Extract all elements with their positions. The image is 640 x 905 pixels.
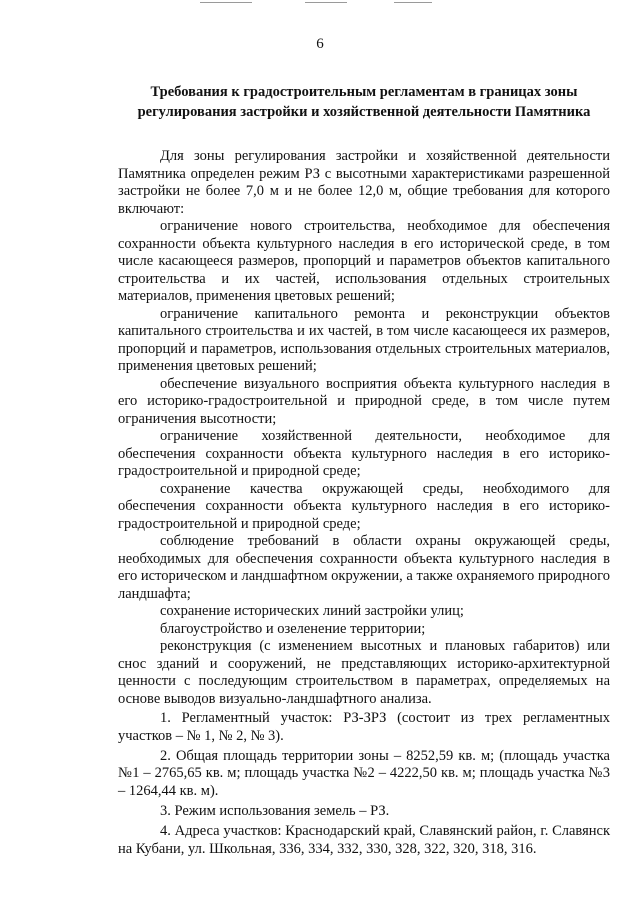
document-title — [118, 82, 610, 122]
top-scan-rule — [200, 2, 252, 3]
requirement-item: соблюдение требований в области охраны окружающей среды, необходимых для обеспечения сохранности объекта культурного наследия в его историческом и ландшафтном окружении, а также охраняемого природного ландшафта; — [118, 533, 610, 602]
requirement-item: реконструкция (с изменением высотных и плановых габаритов) или снос зданий и сооружений, не представляющих историко-архитектурной ценности с последующим строительством в параметрах, определяемых на основе выводов визуально-ландшафтного анализа. — [118, 638, 610, 707]
numbered-item: 2. Общая площадь территории зоны – 8252,59 кв. м; (площадь участка №1 – 2765,65 кв. м; площадь участка №2 – 4222,50 кв. м; площадь участка №3 – 1264,44 кв. м). — [118, 747, 610, 800]
requirement-item: сохранение качества окружающей среды, необходимого для обеспечения сохранности объекта культурного наследия в его историко-градостроительной и природной среде; — [118, 480, 610, 532]
requirement-item: благоустройство и озеленение территории; — [160, 620, 426, 637]
numbered-item: 4. Адреса участков: Краснодарский край, Славянский район, г. Славянск на Кубани, ул. Школьная, 336, 334, 332, 330, 328, 322, 320, 318, 316. — [118, 822, 610, 857]
numbered-item: 1. Регламентный участок: РЗ-ЗРЗ (состоит из трех регламентных участков – № 1, № 2, № 3). — [118, 710, 610, 744]
requirement-item: сохранение исторических линий застройки улиц; — [160, 603, 464, 619]
page-number: 6 — [316, 36, 324, 52]
top-scan-rule — [305, 2, 347, 3]
document-body — [118, 82, 610, 858]
intro-paragraph: Для зоны регулирования застройки и хозяйственной деятельности Памятника определен режим РЗ с высотными характеристиками разрешенной застройки не более 7,0 м и не более 12,0 м, общие требования для которого включают: — [118, 148, 610, 217]
requirement-item: ограничение хозяйственной деятельности, необходимое для обеспечения сохранности объекта культурного наследия в его историко-градостроительной и природной среде; — [118, 428, 610, 479]
top-scan-rule — [394, 2, 432, 3]
requirement-item: ограничение капитального ремонта и реконструкции объектов капитального строительства и их частей, в том числе касающееся их размеров, пропорций и параметров, использования отдельных строительных материалов, применения цветовых решений; — [118, 305, 610, 374]
document-title-line: регулирования застройки и хозяйственной деятельности Памятника — [137, 104, 591, 120]
numbered-item: 3. Режим использования земель – РЗ. — [160, 802, 390, 819]
requirement-item: обеспечение визуального восприятия объекта культурного наследия в его историко-градостроительной и природной среде, в том числе путем ограничения высотности; — [118, 375, 610, 427]
document-title-line: Требования к градостроительным регламентам в границах зоны — [150, 84, 578, 100]
requirement-item: ограничение нового строительства, необходимое для обеспечения сохранности объекта культурного наследия в его исторической среде, в том числе касающееся размеров, пропорций и параметров объектов капитального строительства и их частей, использования отдельных строительных материалов, применения цветовых решений; — [118, 218, 610, 304]
